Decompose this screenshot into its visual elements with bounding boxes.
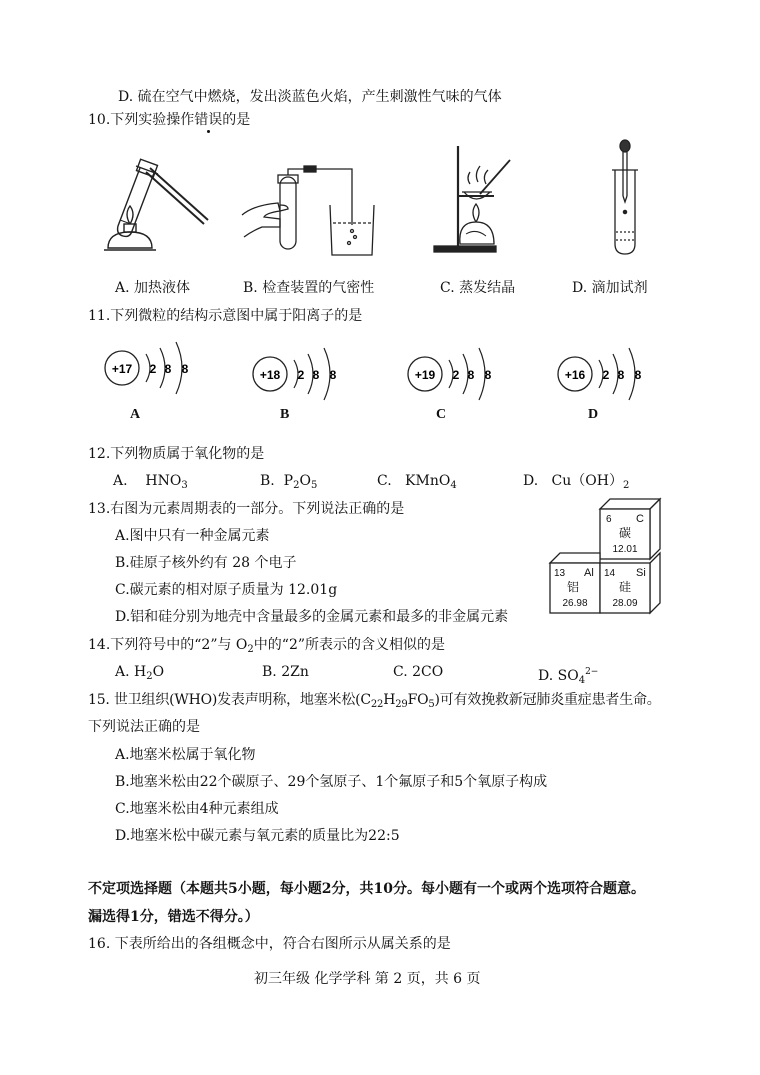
carbon-name: 碳	[618, 526, 632, 540]
q10-stem	[88, 111, 250, 129]
q13-option-a: A.图中只有一种金属元素	[115, 528, 270, 544]
q14-option-b: B. 2Zn	[262, 664, 309, 680]
nucleus-charge: +16	[564, 368, 586, 382]
shell-3-electrons: 8	[484, 368, 492, 382]
carbon-cell-side	[650, 499, 660, 559]
dropping-reagent-illustration	[605, 140, 645, 260]
q10-option-d: D. 滴加试剂	[572, 280, 648, 296]
q15-stem-line2: 下列说法正确的是	[88, 719, 200, 735]
q10-stem-suffix: 的是	[222, 112, 251, 128]
nucleus-charge: +19	[414, 368, 436, 382]
shell-3-electrons: 8	[181, 362, 189, 376]
silicon-cell-side	[650, 553, 660, 613]
q15-stem-line1	[88, 691, 661, 714]
carbon-mass: 12.01	[612, 544, 638, 555]
carbon-number: 6	[606, 514, 612, 525]
q12-option-d	[523, 472, 629, 495]
nucleus-charge: +18	[259, 368, 281, 382]
q14-option-c: C. 2CO	[393, 664, 444, 680]
q10-stem-prefix: 10.下列实验操作	[88, 112, 195, 128]
q11-stem: 11.下列微粒的结构示意图中属于阳离子的是	[88, 308, 363, 324]
aluminum-name: 铝	[566, 580, 580, 594]
subscript: 4	[578, 675, 586, 686]
aluminum-number: 13	[554, 568, 566, 579]
stem-part: 中的“2”所表示的含义相似的是	[253, 637, 446, 653]
periodic-table-fragment	[548, 497, 663, 615]
stem-part: 14.下列符号中的“2”与 O	[88, 637, 248, 653]
q13-option-c: C.碳元素的相对原子质量为 12.01g	[115, 582, 338, 598]
atom-diagram-a	[102, 340, 198, 396]
q12-option-a	[113, 472, 188, 495]
q10-option-c: C. 蒸发结晶	[440, 280, 516, 296]
option-letter: A.	[113, 473, 128, 489]
shell-1-electrons: 2	[452, 368, 460, 382]
q10-option-a: A. 加热液体	[115, 280, 191, 296]
subscript: 22	[370, 699, 384, 710]
formula: H	[383, 692, 396, 708]
formula: Cu（OH）	[551, 473, 623, 489]
formula: D. SO	[538, 668, 579, 684]
silicon-symbol: Si	[636, 567, 646, 579]
q14-stem	[88, 636, 445, 659]
nucleus-charge: +17	[111, 362, 133, 376]
atom-label-b: B	[280, 407, 290, 422]
formula: FO	[407, 692, 429, 708]
silicon-mass: 28.09	[612, 598, 638, 609]
aluminum-symbol: Al	[584, 567, 594, 579]
carbon-symbol: C	[636, 513, 644, 525]
superscript: 2−	[585, 667, 599, 677]
formula: P	[283, 473, 294, 489]
q10-stem-emphasis: 错误	[194, 112, 223, 128]
atom-label-c: C	[436, 407, 447, 422]
shell-2-electrons: 8	[164, 362, 172, 376]
option-letter: B.	[260, 473, 275, 489]
formula: KMnO	[405, 473, 451, 489]
subscript: 5	[310, 480, 318, 491]
q14-option-a	[115, 663, 164, 686]
atom-label-d: D	[588, 407, 599, 422]
option-letter: C.	[377, 473, 392, 489]
q10-option-b: B. 检查装置的气密性	[243, 280, 375, 296]
subscript: 2	[622, 480, 630, 491]
shell-1-electrons: 2	[297, 368, 305, 382]
aluminum-mass: 26.98	[562, 598, 588, 609]
shell-2-electrons: 8	[312, 368, 320, 382]
section-heading-line2: 漏选得1分，错选不得分。）	[88, 909, 259, 925]
subscript: 29	[395, 699, 408, 710]
q12-option-b	[260, 472, 317, 495]
shell-2-electrons: 8	[467, 368, 475, 382]
evaporation-illustration	[430, 142, 525, 260]
atom-diagram-d	[555, 346, 651, 402]
q13-stem: 13.右图为元素周期表的一部分。下列说法正确的是	[88, 501, 405, 517]
atom-diagram-b	[250, 346, 346, 402]
atom-label-a: A	[130, 407, 141, 422]
formula: HNO	[145, 473, 182, 489]
section-heading-line1: 不定项选择题（本题共5小题，每小题2分，共10分。每小题有一个或两个选项符合题意。	[88, 881, 645, 897]
silicon-name: 硅	[618, 580, 632, 594]
q15-option-d: D.地塞米松中碳元素与氧元素的质量比为22:5	[115, 828, 400, 844]
q16-stem: 16. 下表所给出的各组概念中，符合右图所示从属关系的是	[88, 936, 451, 952]
formula: A. H	[115, 664, 147, 680]
atom-diagram-c	[405, 346, 501, 402]
shell-2-electrons: 8	[617, 368, 625, 382]
subscript: 5	[428, 699, 435, 710]
subscript: 2	[247, 644, 254, 655]
subscript: 2	[293, 480, 300, 491]
q9-option-d: D. 硫在空气中燃烧，发出淡蓝色火焰，产生刺激性气味的气体	[118, 89, 502, 105]
q14-option-d	[538, 663, 598, 690]
aluminum-cell-top	[550, 553, 600, 563]
q13-option-b: B.硅原子核外约有 28 个电子	[115, 555, 297, 571]
formula: O	[299, 473, 311, 489]
heating-liquid-illustration	[100, 148, 220, 260]
shell-3-electrons: 8	[634, 368, 642, 382]
q12-stem: 12.下列物质属于氧化物的是	[88, 446, 265, 462]
silicon-number: 14	[604, 568, 616, 579]
subscript: 2	[146, 671, 153, 682]
shell-1-electrons: 2	[149, 362, 157, 376]
shell-3-electrons: 8	[329, 368, 337, 382]
subscript: 4	[450, 480, 457, 491]
formula: O	[152, 664, 165, 680]
option-letter: D.	[523, 473, 539, 489]
stem-part: 15. 世卫组织(WHO)发表声明称，地塞米松(C	[88, 692, 371, 708]
stem-part: )可有效挽救新冠肺炎重症患者生命。	[434, 692, 661, 708]
q15-option-a: A.地塞米松属于氧化物	[115, 747, 256, 763]
page-footer: 初三年级 化学学科 第 2 页，共 6 页	[254, 971, 481, 987]
q15-option-c: C.地塞米松由4种元素组成	[115, 801, 279, 817]
subscript: 3	[181, 480, 188, 491]
shell-1-electrons: 2	[602, 368, 610, 382]
airtightness-check-illustration	[240, 165, 370, 260]
q13-option-d: D.铝和硅分别为地壳中含量最多的金属元素和最多的非金属元素	[115, 609, 509, 625]
q12-option-c	[377, 472, 457, 495]
q15-option-b: B.地塞米松由22个碳原子、29个氢原子、1个氟原子和5个氧原子构成	[115, 774, 548, 790]
